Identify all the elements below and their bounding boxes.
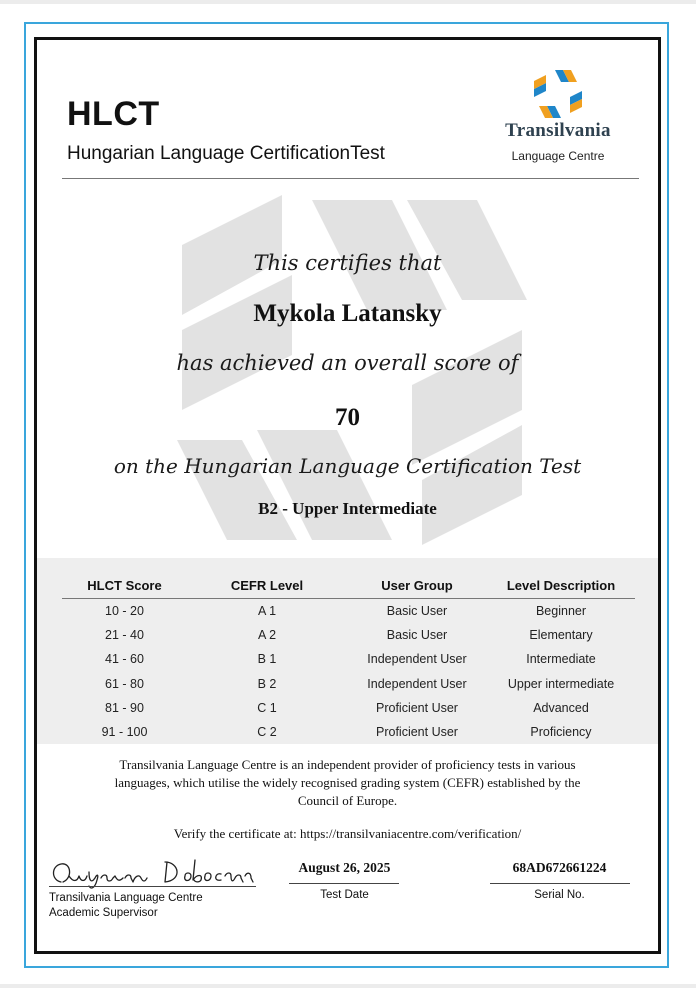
cell-score: 41 - 60 [105,652,144,667]
signature-org-line: Transilvania Language Centre [49,892,203,904]
table-row [62,720,635,744]
table-row [62,599,635,623]
about-line: Transilvania Language Centre is an independent provider of proficiency tests in various [119,757,576,772]
cell-description: Proficiency [530,724,592,739]
serial-number-label: Serial No. [534,889,585,901]
candidate-name: Mykola Latansky [253,300,442,327]
header-hlct-score: HLCT Score [87,578,162,593]
overall-score: 70 [335,404,360,431]
test-date-value: August 26, 2025 [298,860,391,875]
achieved-text: has achieved an overall score of [176,351,519,375]
cell-group: Proficient User [376,724,458,739]
cell-score: 10 - 20 [105,604,144,618]
hlct-subtitle: Hungarian Language CertificationTest [67,143,385,164]
cell-score: 21 - 40 [105,628,144,643]
cell-group: Basic User [386,604,448,618]
cell-score: 91 - 100 [101,724,148,739]
cell-group: Basic User [386,628,448,643]
logo-tagline: Language Centre [511,149,605,163]
test-date-label: Test Date [320,889,369,901]
certifies-text: This certifies that [253,251,442,275]
table-row [62,696,635,720]
cell-group: Independent User [367,676,467,691]
cell-description: Beginner [535,604,587,618]
hlct-title: HLCT [67,95,160,133]
transilvania-pinwheel-logo-icon [530,66,586,122]
cell-group: Independent User [367,652,467,667]
cell-description: Upper intermediate [507,676,615,691]
cell-description: Advanced [533,700,589,715]
cell-score: 61 - 80 [105,676,144,691]
header-user-group: User Group [381,578,453,593]
test-name-line: on the Hungarian Language Certification Test [113,454,582,478]
certificate-frame [34,37,661,954]
cell-cefr: C 1 [257,700,277,715]
table-row [62,672,635,696]
header-cefr-level: CEFR Level [230,578,304,593]
about-paragraph [77,756,618,810]
table-row [62,647,635,671]
verification-link-text: Verify the certificate at: https://transilvaniacentre.com/verification/ [173,826,522,841]
cell-cefr: B 1 [257,652,277,667]
cell-group: Proficient User [376,700,458,715]
table-header-row [62,573,635,599]
signature-role-line: Academic Supervisor [49,907,158,919]
cell-description: Elementary [529,628,593,643]
cell-cefr: A 2 [257,628,277,643]
signature-line [49,886,256,887]
test-date-line [289,883,399,884]
about-line: Council of Europe. [297,793,398,808]
logo-org-name: Transilvania [505,120,611,141]
certificate-page [0,4,696,984]
serial-number-line [490,883,630,884]
cell-cefr: C 2 [257,724,277,739]
signature-org [49,891,203,921]
serial-number-value: 68AD672661224 [512,860,607,875]
header-level-description: Level Description [506,578,616,593]
cell-description: Intermediate [526,652,596,667]
cell-score: 81 - 90 [105,700,144,715]
score-table [62,573,635,744]
about-line: languages, which utilise the widely recognised grading system (CEFR) established by the [114,775,581,790]
header-divider [62,178,639,179]
cell-cefr: A 1 [257,604,277,618]
table-row [62,623,635,647]
cefr-level-result: B2 - Upper Intermediate [258,499,437,518]
cell-cefr: B 2 [257,676,277,691]
